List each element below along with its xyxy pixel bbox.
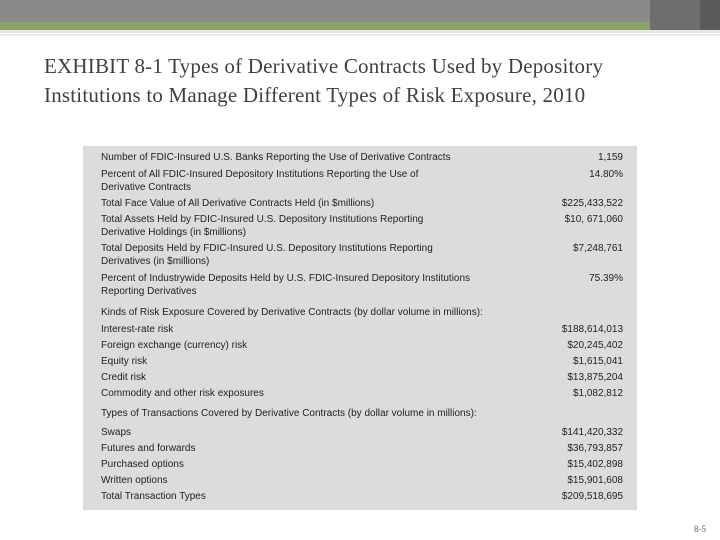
row-label: Foreign exchange (currency) risk xyxy=(101,340,248,351)
exhibit-table xyxy=(83,146,637,510)
row-label: Percent of Industrywide Deposits Held by U.S. FDIC-Insured Depository Institutions Reporting Derivatives xyxy=(101,273,471,297)
row-value: $209,518,695 xyxy=(561,491,623,502)
header-rule xyxy=(0,30,720,33)
header-accent-bar xyxy=(0,22,720,30)
row-label: Total Face Value of All Derivative Contracts Held (in $millions) xyxy=(101,198,375,209)
row-label: Equity risk xyxy=(101,356,148,367)
row-value: $15,402,898 xyxy=(567,459,623,470)
header-corner-block-dark xyxy=(700,0,720,30)
row-label: Futures and forwards xyxy=(101,443,196,454)
risk-section-heading: Kinds of Risk Exposure Covered by Derivative Contracts (by dollar volume in millions): xyxy=(101,307,483,318)
row-value: $10, 671,060 xyxy=(564,214,623,225)
page-number: 8-5 xyxy=(694,524,706,534)
row-label: Total Deposits Held by FDIC-Insured U.S. Depository Institutions Reporting Derivatives (in $millions) xyxy=(101,243,433,267)
row-label: Total Assets Held by FDIC-Insured U.S. Depository Institutions Reporting Derivative Holdings (in $millions) xyxy=(101,214,424,238)
header-corner-block xyxy=(650,0,700,30)
row-label: Commodity and other risk exposures xyxy=(101,388,264,399)
row-label: Percent of All FDIC-Insured Depository Institutions Reporting the Use of Derivative Contracts xyxy=(101,169,419,193)
row-value: 1,159 xyxy=(597,152,623,163)
row-label: Credit risk xyxy=(101,372,147,383)
row-value: $141,420,332 xyxy=(561,427,623,438)
row-label: Purchased options xyxy=(101,459,184,470)
row-label: Written options xyxy=(101,475,168,486)
slide-title: EXHIBIT 8-1 Types of Derivative Contracts Used by Depository Institutions to Manage Different Types of Risk Exposure, 2010 xyxy=(44,54,604,107)
transaction-section-heading: Types of Transactions Covered by Derivative Contracts (by dollar volume in millions): xyxy=(101,408,477,419)
row-value: $13,875,204 xyxy=(567,372,623,383)
row-value: $1,082,812 xyxy=(572,388,623,399)
row-value: 75.39% xyxy=(589,273,623,284)
header-bar xyxy=(0,0,720,22)
row-value: $7,248,761 xyxy=(572,243,623,254)
row-value: $36,793,857 xyxy=(567,443,623,454)
header-rule-secondary xyxy=(0,34,720,36)
row-label: Total Transaction Types xyxy=(101,491,206,502)
row-value: 14.80% xyxy=(589,169,623,180)
row-label: Number of FDIC-Insured U.S. Banks Reporting the Use of Derivative Contracts xyxy=(101,152,451,163)
row-value: $20,245,402 xyxy=(567,340,623,351)
row-label: Interest-rate risk xyxy=(101,324,174,335)
row-value: $1,615,041 xyxy=(572,356,623,367)
row-value: $188,614,013 xyxy=(561,324,623,335)
row-value: $15,901,608 xyxy=(567,475,623,486)
row-label: Swaps xyxy=(101,427,132,438)
row-value: $225,433,522 xyxy=(561,198,623,209)
